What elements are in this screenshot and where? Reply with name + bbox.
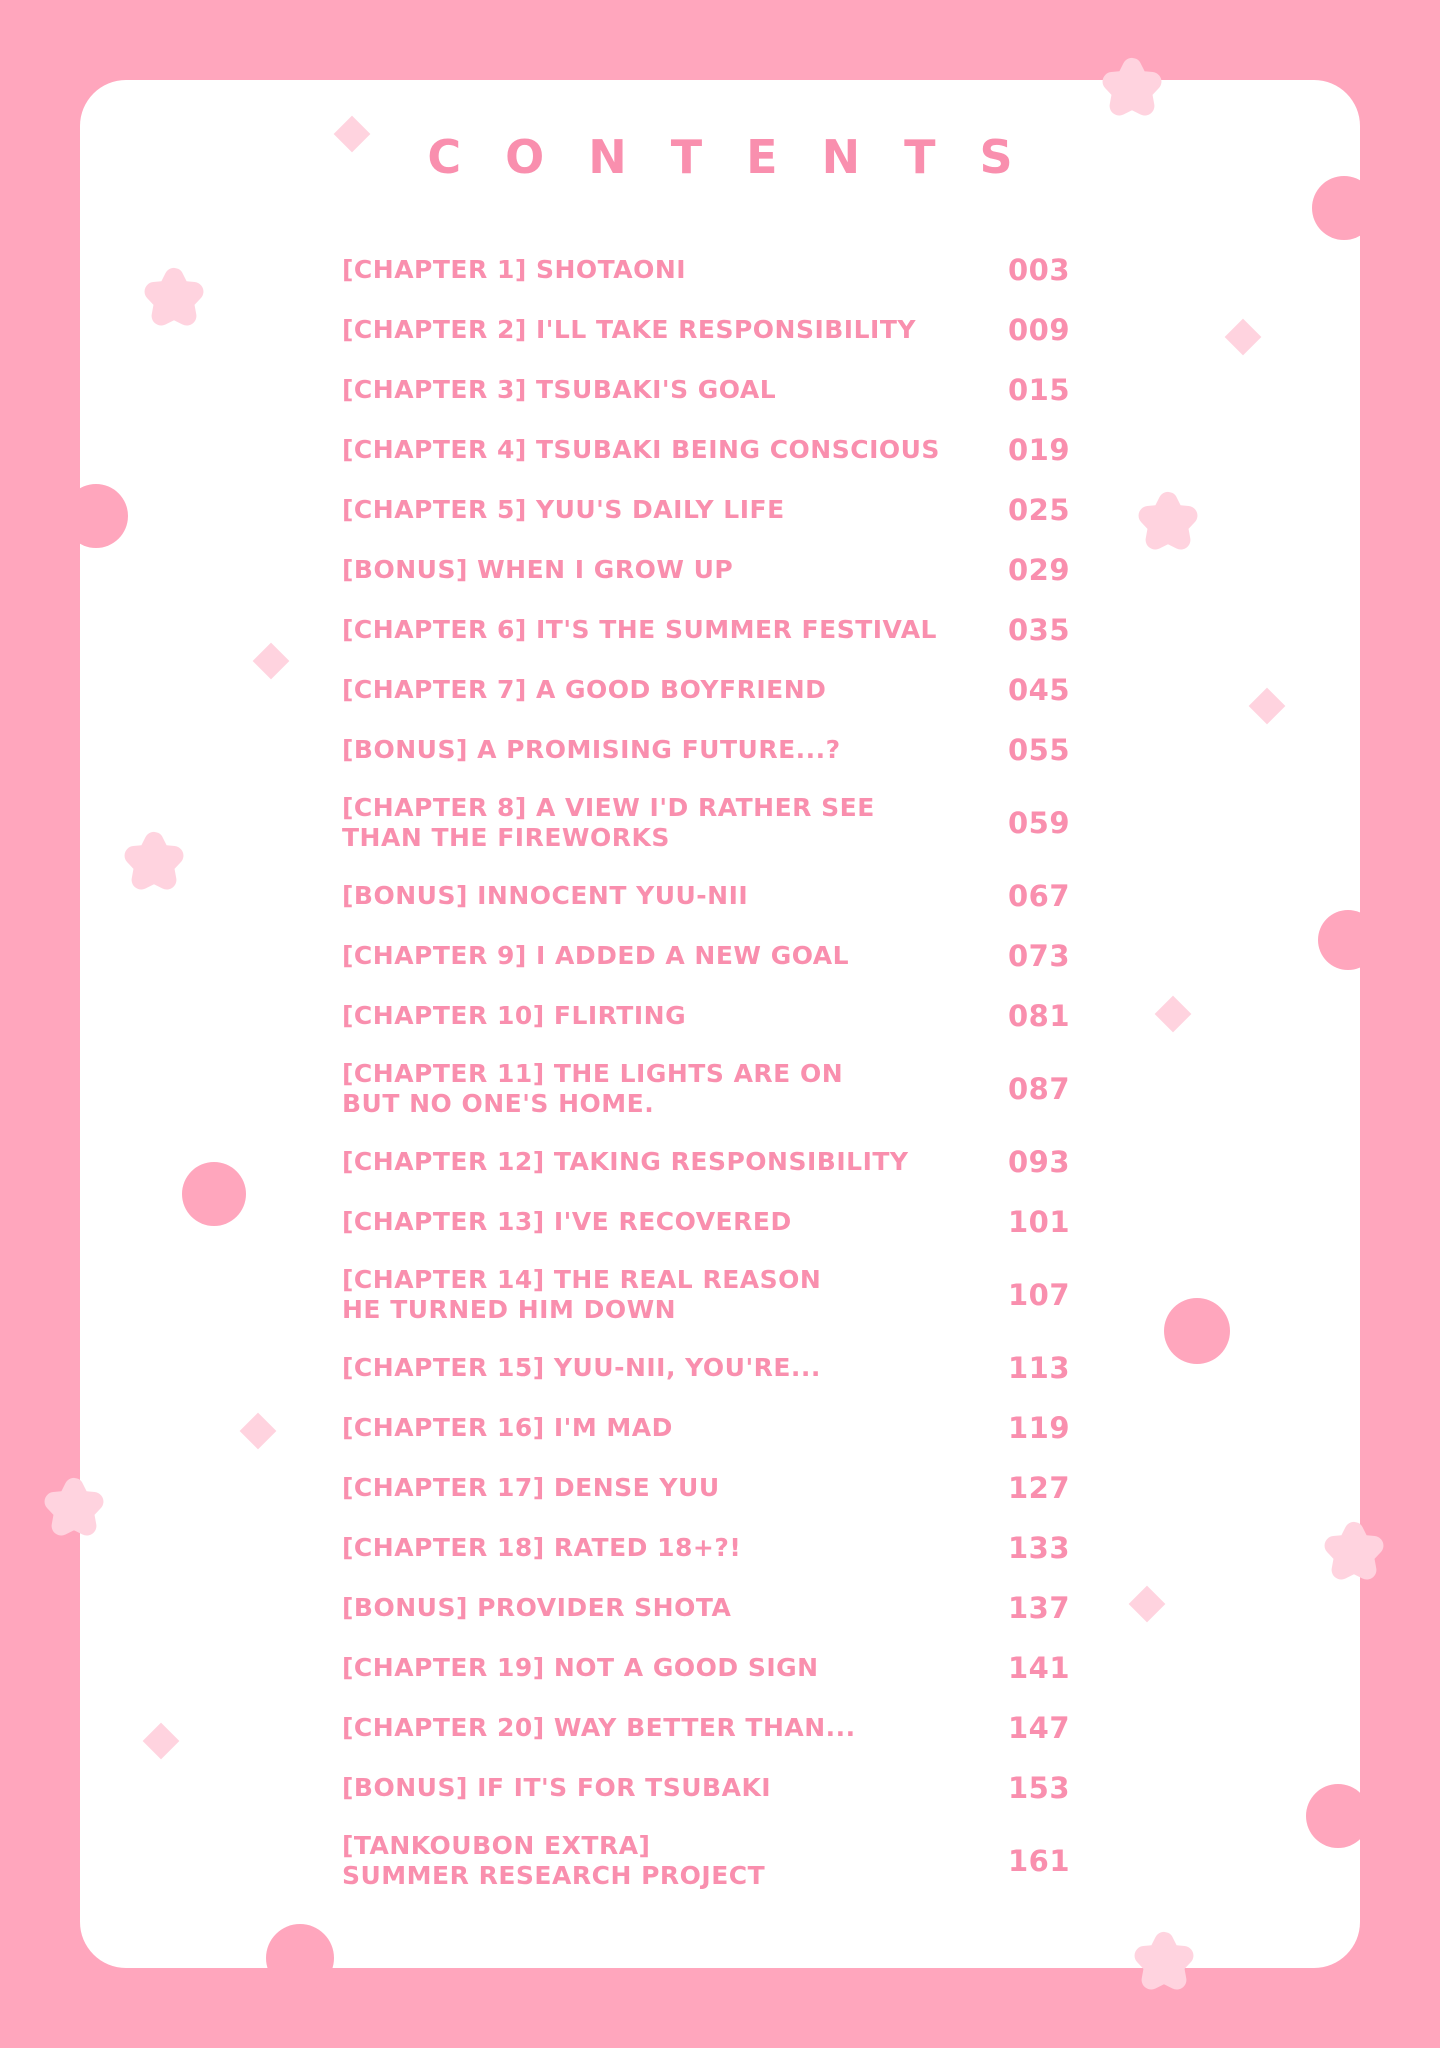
toc-entry <box>342 1518 1102 1578</box>
toc-entry <box>342 660 1102 720</box>
entry-title: [CHAPTER 4] TSUBAKI BEING CONSCIOUS <box>342 435 940 464</box>
toc-entry <box>342 1132 1102 1192</box>
toc-entry <box>342 1398 1102 1458</box>
toc-entry <box>342 926 1102 986</box>
entry-title: [CHAPTER 7] A GOOD BOYFRIEND <box>342 675 827 704</box>
circle-dot <box>1312 176 1376 240</box>
toc-entry <box>342 720 1102 780</box>
entry-title: [CHAPTER 5] YUU'S DAILY LIFE <box>342 495 785 524</box>
entry-title: [BONUS] A PROMISING FUTURE...? <box>342 735 841 764</box>
circle-dot <box>1306 1784 1370 1848</box>
toc-entry <box>342 1338 1102 1398</box>
entry-title: [BONUS] INNOCENT YUU-NII <box>342 881 749 910</box>
circle-dot <box>266 1924 334 1992</box>
toc-entry <box>342 1698 1102 1758</box>
entry-title: [CHAPTER 2] I'LL TAKE RESPONSIBILITY <box>342 315 916 344</box>
entry-title: [BONUS] PROVIDER SHOTA <box>342 1593 732 1622</box>
entry-page-number: 081 <box>1008 999 1071 1033</box>
toc-entry <box>342 300 1102 360</box>
entry-title: [CHAPTER 10] FLIRTING <box>342 1001 687 1030</box>
toc-entry <box>342 420 1102 480</box>
entry-page-number: 073 <box>1008 939 1071 973</box>
entry-page-number: 055 <box>1008 733 1071 767</box>
toc-entry <box>342 1638 1102 1698</box>
entry-page-number: 015 <box>1008 373 1071 407</box>
flower-icon <box>1132 1930 1196 1994</box>
toc-entry <box>342 1458 1102 1518</box>
entry-page-number: 113 <box>1008 1351 1071 1385</box>
entry-title: [CHAPTER 14] THE REAL REASON HE TURNED HIM DOWN <box>342 1265 822 1324</box>
entry-title: [CHAPTER 1] SHOTAONI <box>342 255 687 284</box>
entry-title: [BONUS] IF IT'S FOR TSUBAKI <box>342 1773 772 1802</box>
flower-icon <box>42 1476 106 1540</box>
entry-title: [TANKOUBON EXTRA] SUMMER RESEARCH PROJECT <box>342 1831 766 1890</box>
entry-page-number: 133 <box>1008 1531 1071 1565</box>
entry-title: [BONUS] WHEN I GROW UP <box>342 555 734 584</box>
flower-icon <box>1136 490 1200 554</box>
flower-icon <box>1322 1520 1386 1584</box>
toc-entry <box>342 480 1102 540</box>
toc-entry <box>342 240 1102 300</box>
flower-icon <box>122 830 186 894</box>
entry-page-number: 067 <box>1008 879 1071 913</box>
entry-title: [CHAPTER 12] TAKING RESPONSIBILITY <box>342 1147 909 1176</box>
toc-entry <box>342 600 1102 660</box>
entry-page-number: 161 <box>1008 1844 1071 1878</box>
entry-page-number: 107 <box>1008 1278 1071 1312</box>
entry-page-number: 127 <box>1008 1471 1071 1505</box>
entry-title: [CHAPTER 13] I'VE RECOVERED <box>342 1207 792 1236</box>
entry-page-number: 137 <box>1008 1591 1071 1625</box>
toc-entry <box>342 1818 1102 1904</box>
entry-page-number: 101 <box>1008 1205 1071 1239</box>
entry-title: [CHAPTER 15] YUU-NII, YOU'RE... <box>342 1353 821 1382</box>
entry-page-number: 141 <box>1008 1651 1071 1685</box>
toc-entry <box>342 540 1102 600</box>
entry-page-number: 045 <box>1008 673 1071 707</box>
entry-title: [CHAPTER 20] WAY BETTER THAN... <box>342 1713 856 1742</box>
entry-page-number: 153 <box>1008 1771 1071 1805</box>
entry-page-number: 035 <box>1008 613 1071 647</box>
entry-title: [CHAPTER 8] A VIEW I'D RATHER SEE THAN THE FIREWORKS <box>342 793 875 852</box>
flower-icon <box>142 266 206 330</box>
toc-entry <box>342 360 1102 420</box>
circle-dot <box>1164 1298 1230 1364</box>
table-of-contents <box>342 240 1102 1904</box>
entry-page-number: 147 <box>1008 1711 1071 1745</box>
circle-dot <box>64 484 128 548</box>
toc-entry <box>342 1192 1102 1252</box>
entry-title: [CHAPTER 6] IT'S THE SUMMER FESTIVAL <box>342 615 937 644</box>
entry-title: [CHAPTER 19] NOT A GOOD SIGN <box>342 1653 819 1682</box>
page-title: CONTENTS <box>427 130 1057 184</box>
flower-icon <box>1100 56 1164 120</box>
toc-entry <box>342 866 1102 926</box>
entry-page-number: 009 <box>1008 313 1071 347</box>
toc-entry <box>342 986 1102 1046</box>
circle-dot <box>182 1162 246 1226</box>
entry-title: [CHAPTER 16] I'M MAD <box>342 1413 673 1442</box>
entry-page-number: 087 <box>1008 1072 1071 1106</box>
entry-page-number: 003 <box>1008 253 1071 287</box>
entry-title: [CHAPTER 11] THE LIGHTS ARE ON BUT NO ONE'S HOME. <box>342 1059 844 1118</box>
entry-title: [CHAPTER 18] RATED 18+?! <box>342 1533 742 1562</box>
entry-page-number: 019 <box>1008 433 1071 467</box>
entry-page-number: 093 <box>1008 1145 1071 1179</box>
entry-page-number: 029 <box>1008 553 1071 587</box>
toc-entry <box>342 1046 1102 1132</box>
toc-entry <box>342 1578 1102 1638</box>
toc-entry <box>342 1252 1102 1338</box>
toc-entry <box>342 1758 1102 1818</box>
entry-page-number: 059 <box>1008 806 1071 840</box>
circle-dot <box>1318 910 1378 970</box>
toc-entry <box>342 780 1102 866</box>
entry-title: [CHAPTER 17] DENSE YUU <box>342 1473 720 1502</box>
entry-title: [CHAPTER 9] I ADDED A NEW GOAL <box>342 941 850 970</box>
entry-title: [CHAPTER 3] TSUBAKI'S GOAL <box>342 375 777 404</box>
entry-page-number: 119 <box>1008 1411 1071 1445</box>
entry-page-number: 025 <box>1008 493 1071 527</box>
